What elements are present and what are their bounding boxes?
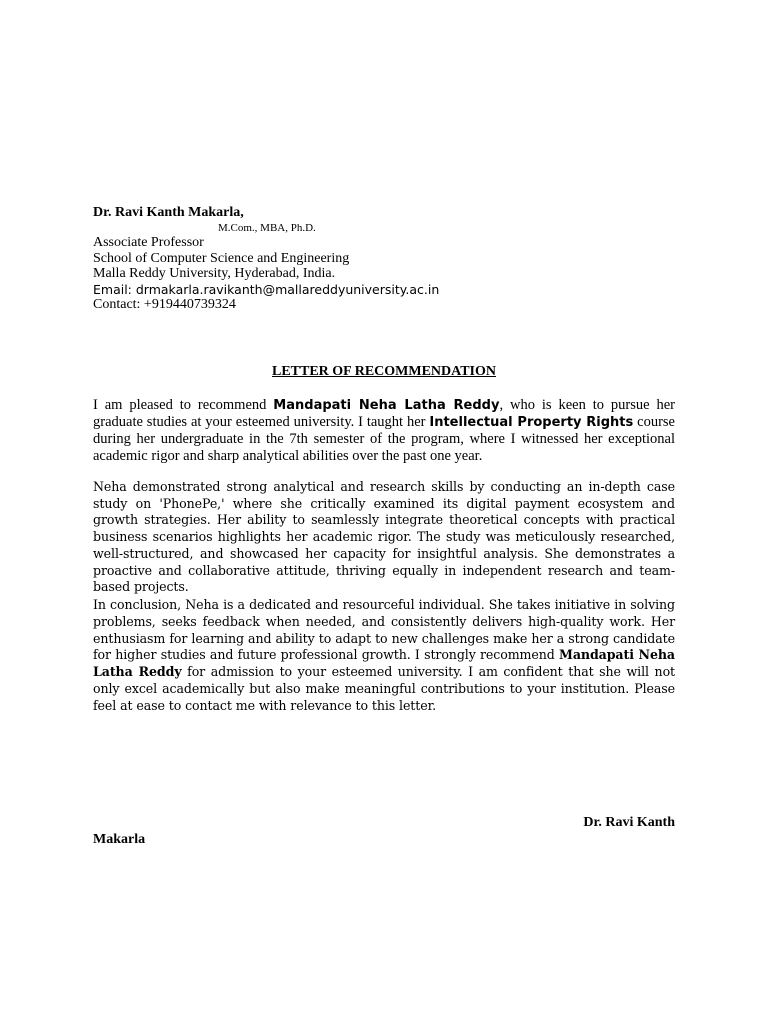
paragraph-conclusion (93, 597, 675, 715)
author-university: Malla Reddy University, Hyderabad, India. (93, 266, 336, 281)
student-name: Mandapati Neha Latha Reddy (273, 398, 500, 413)
paragraph-intro (93, 397, 675, 465)
student-name-conclusion: Mandapati Neha Latha Reddy (93, 647, 675, 680)
author-name: Dr. Ravi Kanth Makarla, (93, 205, 244, 220)
paragraph-intro-text-1: I am pleased to recommend (93, 397, 274, 413)
paragraph-conclusion-text-1: In conclusion, Neha is a dedicated and resourceful individual. She takes initiative in solving problems, seeks feedback when needed, and consistently delivers high-quality work. Her enthusiasm for learning and ability to adapt to new challenges make her a strong candidate for higher studies and future professional growth. I strongly recommend (93, 597, 675, 663)
author-designation: Associate Professor (93, 235, 204, 250)
paragraph-research: Neha demonstrated strong analytical and research skills by conducting an in-depth case study on 'PhonePe,' where she critically examined its digital payment ecosystem and growth strategies. Her ability to seamlessly integrate theoretical concepts with practical business scenarios highlights her academic rigor. The study was meticulously researched, well-structured, and showcased her capacity for insightful analysis. She demonstrates a proactive and collaborative attitude, thriving equally in independent research and team-based projects. (93, 479, 675, 595)
paragraph-intro-text-3: course during her undergraduate in the 7th semester of the program, where I witnessed her exceptional academic rigor and sharp analytical abilities over the past one year. (93, 414, 675, 464)
signature-line-2: Makarla (93, 832, 146, 847)
paragraph-conclusion-text-2: for admission to your esteemed university. I am confident that she will not only excel academically but also make meaningful contributions to your institution. Please feel at ease to contact me with relevance to this letter. (93, 664, 676, 713)
letter-header (93, 204, 693, 313)
signature-block (93, 814, 675, 848)
paragraph-intro-text-2: , who is keen to pursue her graduate studies at your esteemed university. I taught her (93, 397, 675, 430)
author-contact: Contact: +919440739324 (93, 297, 236, 312)
signature-line-1: Dr. Ravi Kanth (583, 815, 675, 830)
author-department: School of Computer Science and Engineering (93, 250, 350, 266)
letter-title: LETTER OF RECOMMENDATION (271, 364, 496, 379)
author-degrees: M.Com., MBA, Ph.D. (218, 222, 316, 234)
author-email: Email: drmakarla.ravikanth@mallareddyuniversity.ac.in (93, 281, 440, 297)
course-name: Intellectual Property Rights (429, 415, 634, 430)
